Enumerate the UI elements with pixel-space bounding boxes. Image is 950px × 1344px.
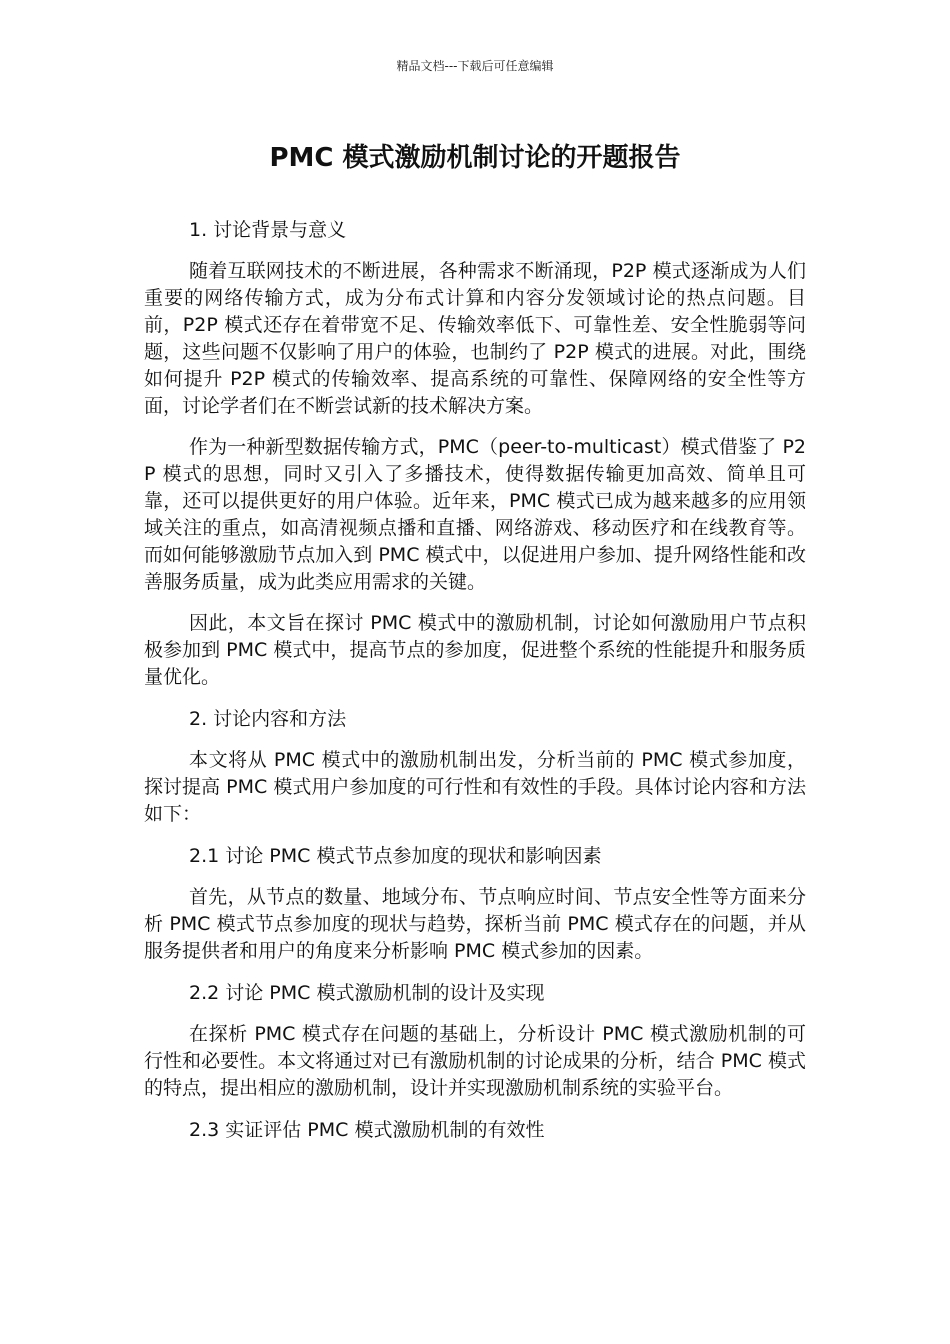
paragraph-p2p-background: 随着互联网技术的不断进展，各种需求不断涌现，P2P 模式逐渐成为人们重要的网络传输方式，成为分布式计算和内容分发领域讨论的热点问题。目前，P2P 模式还存在着带宽不足、传输效率低下、可靠性差、安全性脆弱等问题，这些问题不仅影响了用户的体验，也制约了 P2P 模式的进展。对此，围绕如何提升 P2P 模式的传输效率、提高系统的可靠性、保障网络的安全性等方面，讨论学者们在不断尝试新的技术解决方案。 xyxy=(144,260,806,417)
subsection-heading-2-3: 2.3 实证评估 PMC 模式激励机制的有效性 xyxy=(189,1119,545,1141)
paragraph-content-overview: 本文将从 PMC 模式中的激励机制出发，分析当前的 PMC 模式参加度，探讨提高 PMC 模式用户参加度的可行性和有效性的手段。具体讨论内容和方法如下： xyxy=(144,749,806,825)
paragraph-2-1: 首先，从节点的数量、地域分布、节点响应时间、节点安全性等方面来分析 PMC 模式节点参加度的现状与趋势，探析当前 PMC 模式存在的问题，并从服务提供者和用户的角度来分析影响 PMC 模式参加的因素。 xyxy=(144,886,806,962)
document-title: PMC 模式激励机制讨论的开题报告 xyxy=(269,143,681,173)
paragraph-2-2: 在探析 PMC 模式存在问题的基础上，分析设计 PMC 模式激励机制的可行性和必要性。本文将通过对已有激励机制的讨论成果的分析，结合 PMC 模式的特点，提出相应的激励机制，设计并实现激励机制系统的实验平台。 xyxy=(144,1023,806,1099)
subsection-heading-2-2: 2.2 讨论 PMC 模式激励机制的设计及实现 xyxy=(189,982,545,1004)
subsection-heading-2-1: 2.1 讨论 PMC 模式节点参加度的现状和影响因素 xyxy=(189,845,602,867)
document-body xyxy=(144,216,806,1158)
header-note: 精品文档---下载后可任意编辑 xyxy=(396,59,554,73)
section-heading-background: 1. 讨论背景与意义 xyxy=(189,219,347,241)
paragraph-pmc-introduction: 作为一种新型数据传输方式，PMC（peer-to-multicast）模式借鉴了 P2P 模式的思想，同时又引入了多播技术，使得数据传输更加高效、简单且可靠，还可以提供更好的用户体验。近年来，PMC 模式已成为越来越多的应用领域关注的重点，如高清视频点播和直播、网络游戏、移动医疗和在线教育等。而如何能够激励节点加入到 PMC 模式中，以促进用户参加、提升网络性能和改善服务质量，成为此类应用需求的关键。 xyxy=(144,436,806,593)
paragraph-purpose: 因此，本文旨在探讨 PMC 模式中的激励机制，讨论如何激励用户节点积极参加到 PMC 模式中，提高节点的参加度，促进整个系统的性能提升和服务质量优化。 xyxy=(144,612,806,688)
section-heading-content-methods: 2. 讨论内容和方法 xyxy=(189,708,347,730)
